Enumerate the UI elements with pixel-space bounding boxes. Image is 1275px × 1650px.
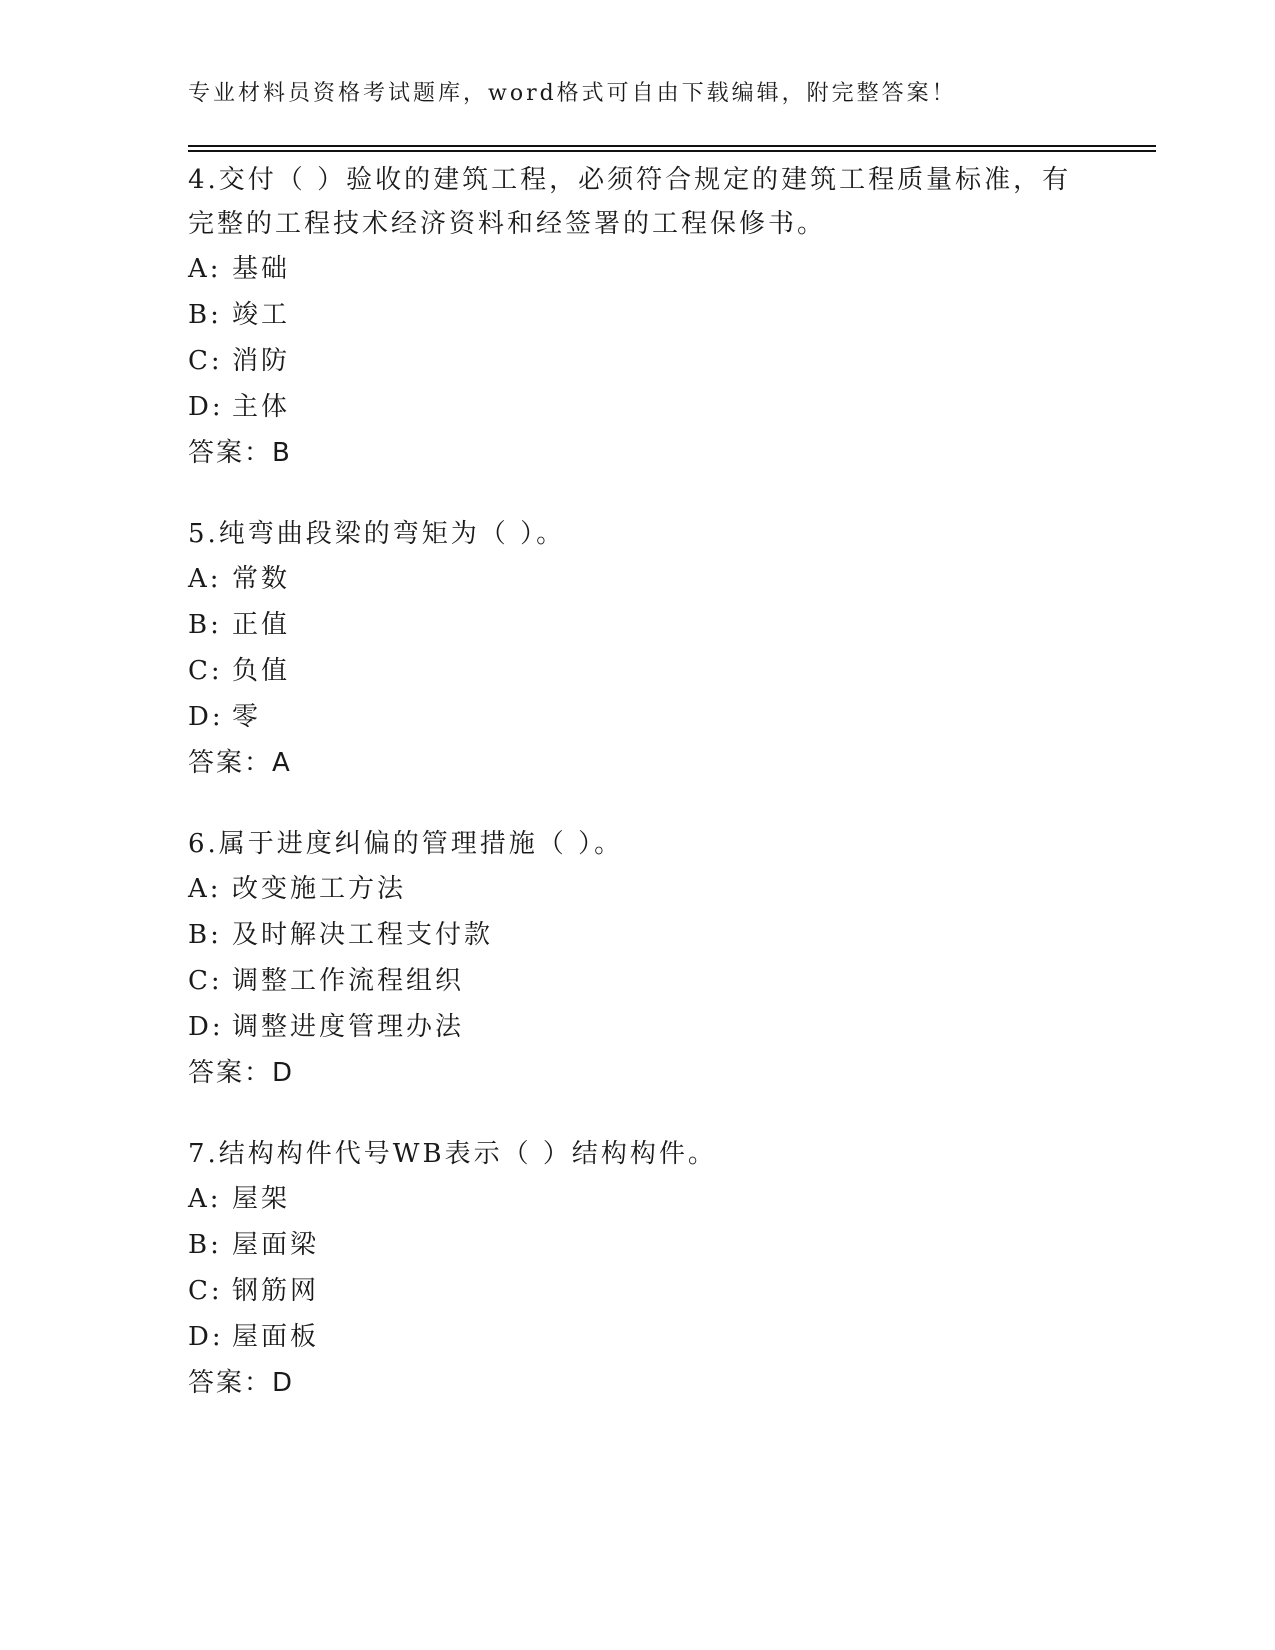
option-text: 改变施工方法 bbox=[232, 874, 407, 904]
question-6 bbox=[188, 822, 1088, 1096]
option-text: 钢筋网 bbox=[232, 1276, 320, 1306]
option-text: 竣工 bbox=[232, 300, 291, 330]
option-c bbox=[188, 1268, 1088, 1314]
question-7 bbox=[188, 1132, 1088, 1406]
header-rule-top bbox=[188, 145, 1156, 147]
option-key: A: bbox=[188, 254, 222, 284]
option-c bbox=[188, 958, 1088, 1004]
question-5 bbox=[188, 512, 1088, 786]
option-text: 调整进度管理办法 bbox=[232, 1012, 465, 1042]
option-key: C: bbox=[188, 656, 223, 686]
question-stem: 7.结构构件代号WB表示（ ）结构构件。 bbox=[188, 1139, 717, 1169]
option-c bbox=[188, 648, 1088, 694]
option-text: 零 bbox=[232, 702, 262, 732]
answer-line: 答案：D bbox=[188, 1058, 295, 1088]
option-d bbox=[188, 1314, 1088, 1360]
option-list bbox=[188, 246, 1088, 430]
question-stem: 4.交付（ ）验收的建筑工程，必须符合规定的建筑工程质量标准，有完整的工程技术经济资料和经签署的工程保修书。 bbox=[188, 165, 1072, 239]
option-d bbox=[188, 1004, 1088, 1050]
question-stem: 6.属于进度纠偏的管理措施（ ）。 bbox=[188, 829, 624, 859]
option-text: 屋架 bbox=[232, 1184, 291, 1214]
option-key: B: bbox=[188, 1230, 222, 1260]
option-key: D: bbox=[188, 392, 224, 422]
question-4 bbox=[188, 158, 1088, 476]
option-text: 基础 bbox=[232, 254, 291, 284]
option-text: 调整工作流程组织 bbox=[232, 966, 465, 996]
option-key: A: bbox=[188, 564, 222, 594]
option-key: C: bbox=[188, 346, 223, 376]
answer-line: 答案：B bbox=[188, 438, 292, 468]
option-b bbox=[188, 292, 1088, 338]
option-c bbox=[188, 338, 1088, 384]
option-key: B: bbox=[188, 300, 222, 330]
option-key: C: bbox=[188, 966, 223, 996]
option-b bbox=[188, 602, 1088, 648]
option-list bbox=[188, 556, 1088, 740]
option-key: B: bbox=[188, 610, 222, 640]
option-b bbox=[188, 912, 1088, 958]
option-text: 常数 bbox=[232, 564, 291, 594]
option-list bbox=[188, 1176, 1088, 1360]
option-a bbox=[188, 866, 1088, 912]
question-list bbox=[188, 158, 1088, 1442]
option-text: 及时解决工程支付款 bbox=[232, 920, 494, 950]
option-key: B: bbox=[188, 920, 222, 950]
answer-line: 答案：A bbox=[188, 748, 292, 778]
option-d bbox=[188, 694, 1088, 740]
answer-line: 答案：D bbox=[188, 1368, 295, 1398]
option-d bbox=[188, 384, 1088, 430]
option-text: 主体 bbox=[232, 392, 291, 422]
option-text: 负值 bbox=[232, 656, 291, 686]
option-key: D: bbox=[188, 1012, 224, 1042]
option-text: 屋面板 bbox=[232, 1322, 320, 1352]
option-list bbox=[188, 866, 1088, 1050]
option-key: A: bbox=[188, 874, 222, 904]
option-b bbox=[188, 1222, 1088, 1268]
option-a bbox=[188, 246, 1088, 292]
option-text: 消防 bbox=[232, 346, 291, 376]
option-key: C: bbox=[188, 1276, 223, 1306]
option-key: D: bbox=[188, 1322, 224, 1352]
option-key: A: bbox=[188, 1184, 222, 1214]
header-note: 专业材料员资格考试题库，word格式可自由下载编辑，附完整答案！ bbox=[188, 81, 957, 106]
option-a bbox=[188, 556, 1088, 602]
header-rule-bottom bbox=[188, 150, 1156, 152]
option-key: D: bbox=[188, 702, 224, 732]
question-stem: 5.纯弯曲段梁的弯矩为（ ）。 bbox=[188, 519, 566, 549]
option-text: 屋面梁 bbox=[232, 1230, 320, 1260]
option-a bbox=[188, 1176, 1088, 1222]
option-text: 正值 bbox=[232, 610, 291, 640]
